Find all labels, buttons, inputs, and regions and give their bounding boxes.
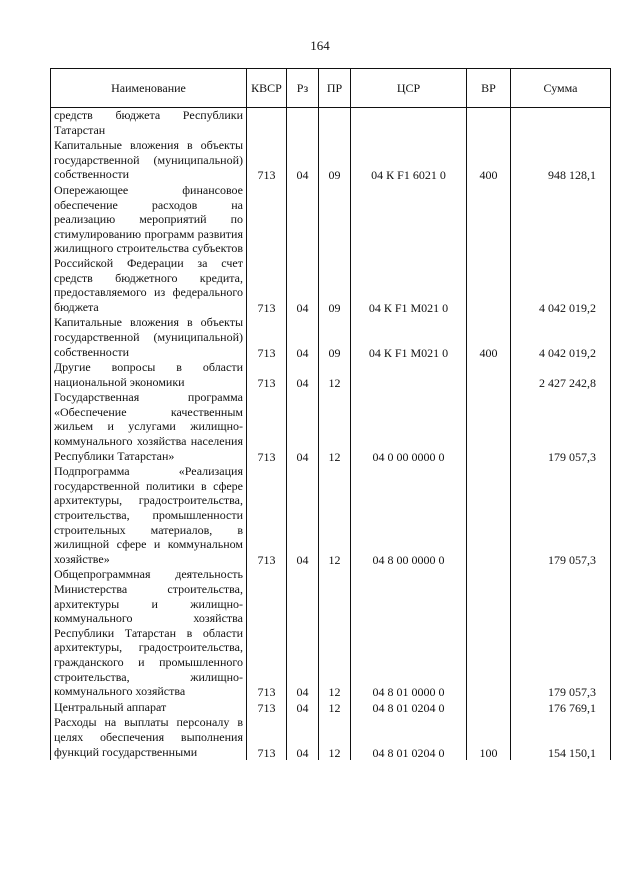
table-row [51,360,611,390]
row-csr: 04 8 01 0204 0 [351,700,467,716]
row-rz: 04 [287,464,319,567]
row-kvsr: 713 [247,360,287,390]
header-kvsr: КВСР [247,69,287,108]
row-rz: 04 [287,700,319,716]
row-vr [467,360,511,390]
row-pr: 12 [319,715,351,760]
row-pr: 12 [319,567,351,699]
row-name: Опережающее финансовое обеспечение расходов на реализацию мероприятий по стимулированию программ развития жилищного строительства субъектов Российской Федерации за счет средств бюджетного кредита, предоставляемого из федерального бюджета [51,183,247,315]
row-csr: 04 0 00 0000 0 [351,390,467,464]
row-csr: 04 8 01 0000 0 [351,567,467,699]
table-row [51,108,611,139]
row-name: Другие вопросы в области национальной экономики [51,360,247,390]
row-vr: 400 [467,315,511,360]
row-csr: 04 К F1 6021 0 [351,138,467,183]
table-row [51,700,611,716]
row-name: Капитальные вложения в объекты государственной (муниципальной) собственности [51,315,247,360]
row-sum: 179 057,3 [511,567,611,699]
row-name: Центральный аппарат [51,700,247,716]
row-csr: 04 К F1 М021 0 [351,183,467,315]
row-kvsr: 713 [247,464,287,567]
row-kvsr: 713 [247,715,287,760]
table-row [51,715,611,760]
row-name: Государственная программа «Обеспечение качественным жильем и услугами жилищно-коммунального хозяйства населения Республики Татарстан» [51,390,247,464]
row-vr [467,700,511,716]
row-kvsr: 713 [247,183,287,315]
row-pr: 12 [319,464,351,567]
table-row [51,138,611,183]
row-pr: 09 [319,315,351,360]
row-pr: 12 [319,700,351,716]
row-kvsr: 713 [247,567,287,699]
row-csr: 04 К F1 М021 0 [351,315,467,360]
row-pr: 09 [319,183,351,315]
row-name: Капитальные вложения в объекты государственной (муниципальной) собственности [51,138,247,183]
row-name: средств бюджета Республики Татарстан [51,108,247,139]
header-name: Наименование [51,69,247,108]
row-kvsr: 713 [247,138,287,183]
row-rz: 04 [287,360,319,390]
row-kvsr [247,108,287,139]
row-name: Общепрограммная деятельность Министерства строительства, архитектуры и жилищно-коммунального хозяйства Республики Татарстан в области архитектуры, градостроительства, гражданского и промышленного строительства, жилищно-коммунального хозяйства [51,567,247,699]
table-row [51,183,611,315]
row-sum: 154 150,1 [511,715,611,760]
row-rz: 04 [287,138,319,183]
row-csr [351,108,467,139]
header-rz: Рз [287,69,319,108]
row-csr: 04 8 01 0204 0 [351,715,467,760]
row-name: Расходы на выплаты персоналу в целях обеспечения выполнения функций государственными [51,715,247,760]
row-rz: 04 [287,315,319,360]
row-pr: 12 [319,360,351,390]
row-vr [467,183,511,315]
row-kvsr: 713 [247,315,287,360]
row-sum: 179 057,3 [511,390,611,464]
row-pr: 09 [319,138,351,183]
budget-table [50,68,611,760]
row-sum: 4 042 019,2 [511,183,611,315]
header-pr: ПР [319,69,351,108]
table-row [51,390,611,464]
header-sum: Сумма [511,69,611,108]
row-rz: 04 [287,567,319,699]
row-rz: 04 [287,715,319,760]
row-sum: 948 128,1 [511,138,611,183]
row-kvsr: 713 [247,700,287,716]
row-csr [351,360,467,390]
row-rz: 04 [287,183,319,315]
row-pr [319,108,351,139]
table-row [51,315,611,360]
row-rz: 04 [287,390,319,464]
row-pr: 12 [319,390,351,464]
page-number: 164 [310,38,330,53]
row-vr [467,108,511,139]
table-header-row [51,69,611,108]
row-vr: 100 [467,715,511,760]
row-vr [467,390,511,464]
row-rz [287,108,319,139]
row-sum: 2 427 242,8 [511,360,611,390]
row-vr: 400 [467,138,511,183]
row-vr [467,567,511,699]
row-sum: 179 057,3 [511,464,611,567]
table-row [51,464,611,567]
row-sum: 176 769,1 [511,700,611,716]
row-csr: 04 8 00 0000 0 [351,464,467,567]
row-sum: 4 042 019,2 [511,315,611,360]
row-sum [511,108,611,139]
header-csr: ЦСР [351,69,467,108]
table-row [51,567,611,699]
row-vr [467,464,511,567]
row-name: Подпрограмма «Реализация государственной политики в сфере архитектуры, градостроительства, строительства, промышленности строительных материалов, в жилищной сфере и коммунальном хозяйстве» [51,464,247,567]
header-vr: ВР [467,69,511,108]
row-kvsr: 713 [247,390,287,464]
